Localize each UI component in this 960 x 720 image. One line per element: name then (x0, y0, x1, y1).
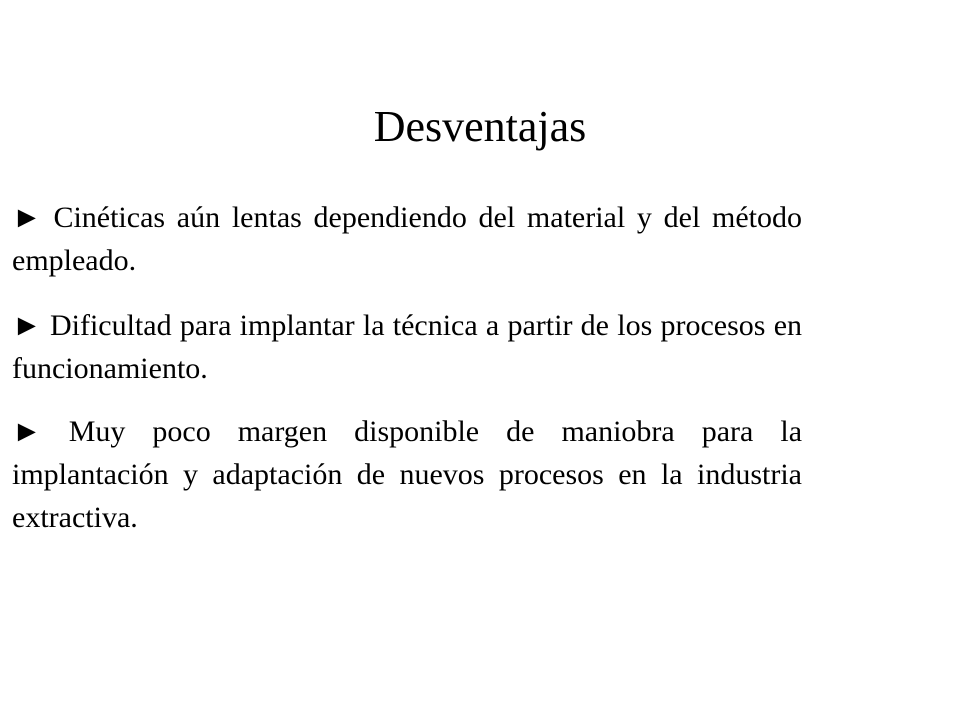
bullet-item (12, 410, 802, 539)
bullet-item (12, 304, 802, 390)
bullet-arrow-icon: ► (12, 415, 42, 448)
bullet-list (12, 196, 802, 561)
bullet-text: Dificultad para implantar la técnica a partir de los procesos en funcionamiento. (12, 309, 803, 385)
bullet-arrow-icon: ► (12, 201, 42, 234)
bullet-arrow-icon: ► (12, 309, 42, 342)
bullet-item (12, 196, 802, 282)
slide-title: Desventajas (373, 102, 587, 151)
bullet-text: Muy poco margen disponible de maniobra para la implantación y adaptación de nuevos procesos en la industria extractiva. (12, 415, 803, 534)
bullet-text: Cinéticas aún lentas dependiendo del material y del método empleado. (12, 201, 802, 277)
